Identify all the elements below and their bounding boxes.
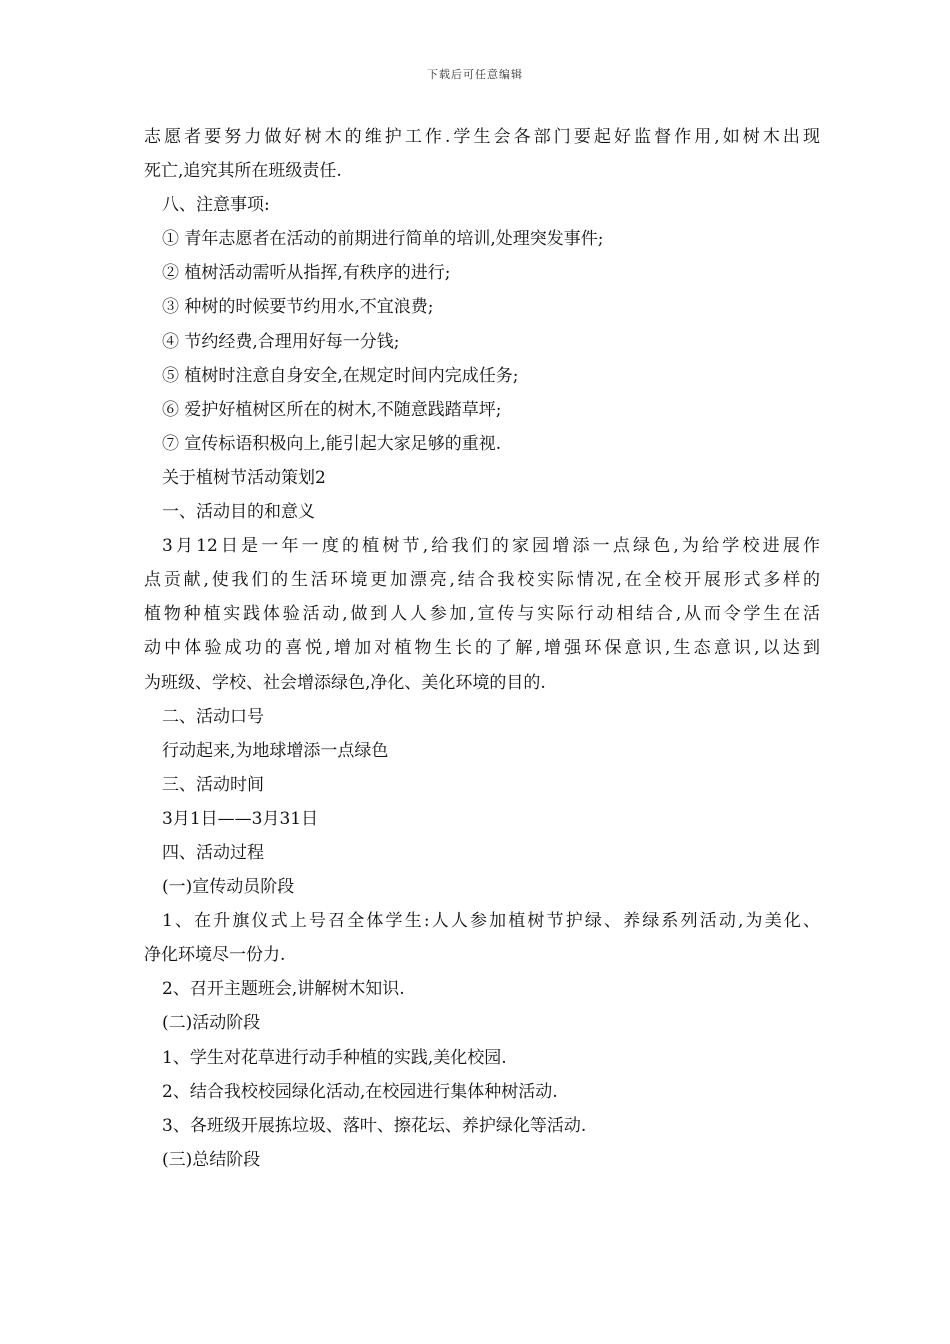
text-line: 关于植树节活动策划2	[162, 467, 326, 488]
text-line: 2、结合我校校园绿化活动,在校园进行集体种树活动.	[162, 1081, 558, 1102]
text-line: ⑤ 植树时注意自身安全,在规定时间内完成任务;	[162, 365, 519, 386]
text-line: ⑦ 宣传标语积极向上,能引起大家足够的重视.	[162, 433, 502, 454]
text-line: 一、活动目的和意义	[162, 502, 315, 523]
text-line: 点贡献,使我们的生活环境更加漂亮,结合我校实际情况,在全校开展形式多样的	[144, 570, 820, 591]
text-line: 2、召开主题班会,讲解树木知识.	[162, 979, 405, 1000]
text-line: 三、活动时间	[162, 774, 264, 795]
text-line: ③ 种树的时候要节约用水,不宜浪费;	[162, 297, 434, 318]
text-line: 二、活动口号	[162, 706, 264, 727]
document-body	[144, 120, 820, 1177]
text-line: 1、学生对花草进行动手种植的实践,美化校园.	[162, 1047, 507, 1068]
text-line: (二)活动阶段	[162, 1013, 261, 1034]
text-line: 3月1日——3月31日	[162, 808, 319, 829]
text-line: 3月12日是一年一度的植树节,给我们的家园增添一点绿色,为给学校进展作	[162, 536, 820, 557]
text-line: (三)总结阶段	[162, 1149, 261, 1170]
text-line: ④ 节约经费,合理用好每一分钱;	[162, 331, 400, 352]
text-line: 净化环境尽一份力.	[144, 945, 286, 966]
text-line: 1、在升旗仪式上号召全体学生:人人参加植树节护绿、养绿系列活动,为美化、	[162, 911, 820, 932]
text-line: ⑥ 爱护好植树区所在的树木,不随意践踏草坪;	[162, 399, 502, 420]
page-header: 下载后可任意编辑	[427, 68, 523, 81]
text-line: 动中体验成功的喜悦,增加对植物生长的了解,增强环保意识,生态意识,以达到	[144, 638, 820, 659]
text-line: 植物种植实践体验活动,做到人人参加,宣传与实际行动相结合,从而令学生在活	[144, 604, 820, 625]
text-line: 3、各班级开展拣垃圾、落叶、擦花坛、养护绿化等活动.	[162, 1115, 587, 1136]
text-line: 志愿者要努力做好树木的维护工作.学生会各部门要起好监督作用,如树木出现	[144, 127, 820, 147]
text-line: 四、活动过程	[162, 842, 264, 863]
text-line: 八、注意事项:	[162, 195, 270, 216]
text-line: 行动起来,为地球增添一点绿色	[162, 740, 389, 761]
text-line: 为班级、学校、社会增添绿色,净化、美化环境的目的.	[144, 672, 546, 693]
text-line: (一)宣传动员阶段	[162, 877, 295, 898]
text-line: ② 植树活动需听从指挥,有秩序的进行;	[162, 263, 451, 284]
text-line: ① 青年志愿者在活动的前期进行简单的培训,处理突发事件;	[162, 229, 604, 250]
text-line: 死亡,追究其所在班级责任.	[144, 161, 342, 182]
